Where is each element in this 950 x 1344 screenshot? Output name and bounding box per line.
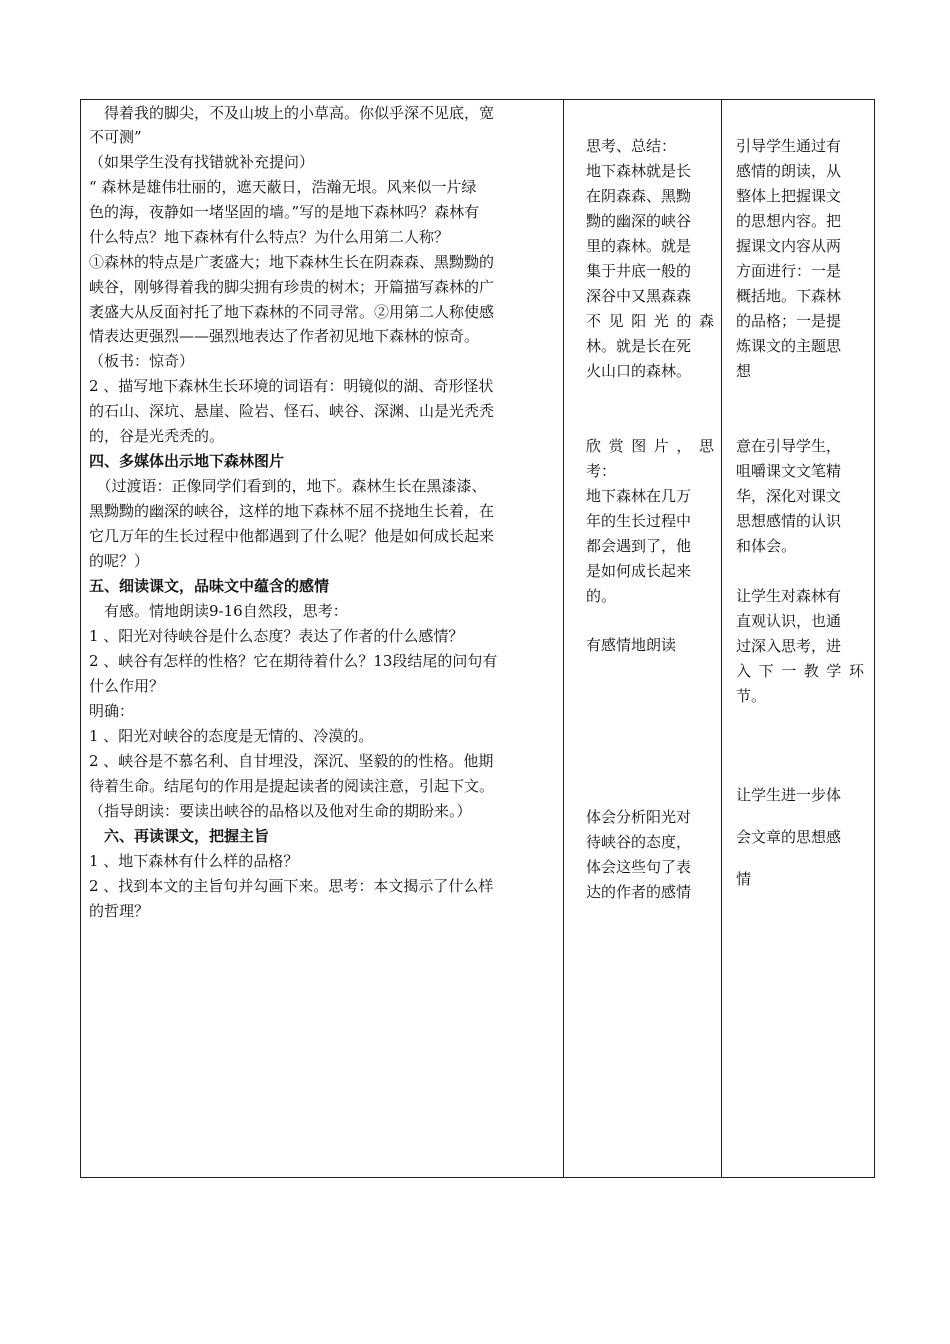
text-line: 得着我的脚尖，不及山坡上的小草高。你似乎深不见底，宽 bbox=[89, 104, 495, 122]
text-line: （板书：惊奇） bbox=[89, 352, 195, 370]
text-line: 华，深化对课文 bbox=[736, 487, 842, 505]
text-line: 2 、描写地下森林生长环境的词语有：明镜似的湖、奇形怪状 bbox=[89, 377, 494, 395]
section-heading: 四、多媒体出示地下森林图片 bbox=[89, 452, 285, 470]
text-line: 它几万年的生长过程中他都遇到了什么呢？他是如何成长起来 bbox=[89, 527, 495, 545]
text-line: 会文章的思想感 bbox=[736, 828, 842, 846]
text-line: 概括地。下森林 bbox=[736, 287, 842, 305]
text-line: 思想感情的认识 bbox=[736, 512, 842, 530]
text-line: 什么作用？ bbox=[89, 677, 165, 695]
text-line: 节。 bbox=[736, 687, 767, 705]
text-line: 引导学生通过有 bbox=[736, 137, 842, 155]
text-line: 想 bbox=[736, 362, 752, 380]
text-line: 1 、阳光对待峡谷是什么态度？表达了作者的什么感情？ bbox=[89, 627, 464, 645]
text-line: 2 、峡谷是不慕名利、自甘埋没，深沉、坚毅的的性格。他期 bbox=[89, 752, 494, 770]
text-line: 达的作者的感情 bbox=[586, 883, 692, 901]
section-heading: 六、再读课文，把握主旨 bbox=[89, 827, 270, 845]
text-line: 林。就是长在死 bbox=[586, 337, 692, 355]
text-line: 的哲理？ bbox=[89, 902, 150, 920]
text-line: 深谷中又黑森森 bbox=[586, 287, 692, 305]
section-heading: 五、细读课文，品味文中蕴含的感情 bbox=[89, 577, 330, 595]
text-line: 欣赏图片，思 bbox=[586, 437, 714, 455]
text-line: 待峡谷的态度， bbox=[586, 833, 692, 851]
text-line: 过深入思考，进 bbox=[736, 637, 842, 655]
text-line: 考： bbox=[586, 462, 617, 480]
text-line: 1 、地下森林有什么样的品格？ bbox=[89, 852, 299, 870]
text-line: 色的海，夜静如一堵坚固的墙。”写的是地下森林吗？森林有 bbox=[89, 203, 480, 221]
text-line: “ 森林是雄伟壮丽的，遮天蔽日，浩瀚无垠。风来似一片绿 bbox=[89, 178, 477, 196]
text-line: 的思想内容。把 bbox=[736, 212, 842, 230]
text-line: 有感。情地朗读9-16自然段，思考： bbox=[89, 602, 348, 620]
text-line: 黑黝黝的幽深的峡谷，这样的地下森林不屈不挠地生长着，在 bbox=[89, 502, 495, 520]
text-line: 待着生命。结尾句的作用是提起读者的阅读注意，引起下文。 bbox=[89, 777, 495, 795]
text-line: 方面进行：一是 bbox=[736, 262, 842, 280]
text-line: 什么特点？地下森林有什么特点？为什么用第二人称？ bbox=[89, 228, 450, 246]
text-line: 峡谷，刚够得着我的脚尖拥有珍贵的树木；开篇描写森林的广 bbox=[89, 278, 495, 296]
text-line: 炼课文的主题思 bbox=[736, 337, 842, 355]
text-line: 情 bbox=[736, 870, 752, 888]
text-line: 整体上把握课文 bbox=[736, 187, 842, 205]
text-line: 火山口的森林。 bbox=[586, 362, 692, 380]
text-line: 直观认识，也通 bbox=[736, 612, 842, 630]
text-line: 黝的幽深的峡谷 bbox=[586, 212, 692, 230]
text-line: 1 、阳光对峡谷的态度是无情的、冷漠的。 bbox=[89, 727, 374, 745]
text-line: 袤盛大从反面衬托了地下森林的不同寻常。②用第二人称使感 bbox=[89, 303, 495, 321]
text-line: 有感情地朗读 bbox=[586, 636, 677, 654]
text-line: 意在引导学生， bbox=[736, 437, 842, 455]
column-divider bbox=[721, 100, 722, 1177]
text-line: 2 、峡谷有怎样的性格？它在期待着什么？13段结尾的问句有 bbox=[89, 652, 498, 670]
text-line: 地下森林在几万 bbox=[586, 487, 692, 505]
text-line: 咀嚼课文文笔精 bbox=[736, 462, 842, 480]
text-line: ①森林的特点是广袤盛大；地下森林生长在阴森森、黑黝黝的 bbox=[89, 253, 495, 271]
text-line: 握课文内容从两 bbox=[736, 237, 842, 255]
text-line: 不见阳光的森 bbox=[586, 312, 714, 330]
lesson-plan-table bbox=[80, 99, 875, 1178]
text-line: 入下一教学环 bbox=[736, 662, 864, 680]
text-line: 的呢？） bbox=[89, 552, 150, 570]
text-line: 在阴森森、黑黝 bbox=[586, 187, 692, 205]
text-line: （指导朗读：要读出峡谷的品格以及他对生命的期盼来。） bbox=[89, 802, 472, 820]
text-line: 2 、找到本文的主旨句并勾画下来。思考：本文揭示了什么样 bbox=[89, 877, 494, 895]
text-line: 明确： bbox=[89, 702, 135, 720]
text-line: 让学生进一步体 bbox=[736, 786, 842, 804]
column-divider bbox=[563, 100, 564, 1177]
text-line: 集于井底一般的 bbox=[586, 262, 692, 280]
text-line: 情表达更强烈——强烈地表达了作者初见地下森林的惊奇。 bbox=[89, 327, 480, 345]
text-line: 是如何成长起来 bbox=[586, 562, 692, 580]
text-line: 不可测” bbox=[89, 128, 142, 146]
text-line: 思考、总结： bbox=[586, 137, 677, 155]
text-line: 和体会。 bbox=[736, 537, 797, 555]
text-line: 的品格；一是提 bbox=[736, 312, 842, 330]
text-line: 都会遇到了，他 bbox=[586, 537, 692, 555]
text-line: 地下森林就是长 bbox=[586, 162, 692, 180]
text-line: （如果学生没有找错就补充提问） bbox=[89, 153, 315, 171]
text-line: 感情的朗读，从 bbox=[736, 162, 842, 180]
text-line: 里的森林。就是 bbox=[586, 237, 692, 255]
text-line: 的石山、深坑、悬崖、险岩、怪石、峡谷、深渊、山是光秃秃 bbox=[89, 402, 495, 420]
text-line: 的，谷是光秃秃的。 bbox=[89, 427, 225, 445]
text-line: 年的生长过程中 bbox=[586, 512, 692, 530]
text-line: （过渡语：正像同学们看到的，地下。森林生长在黑漆漆、 bbox=[89, 477, 487, 495]
text-line: 的。 bbox=[586, 587, 617, 605]
text-line: 让学生对森林有 bbox=[736, 587, 842, 605]
text-line: 体会这些句了表 bbox=[586, 858, 692, 876]
text-line: 体会分析阳光对 bbox=[586, 808, 692, 826]
